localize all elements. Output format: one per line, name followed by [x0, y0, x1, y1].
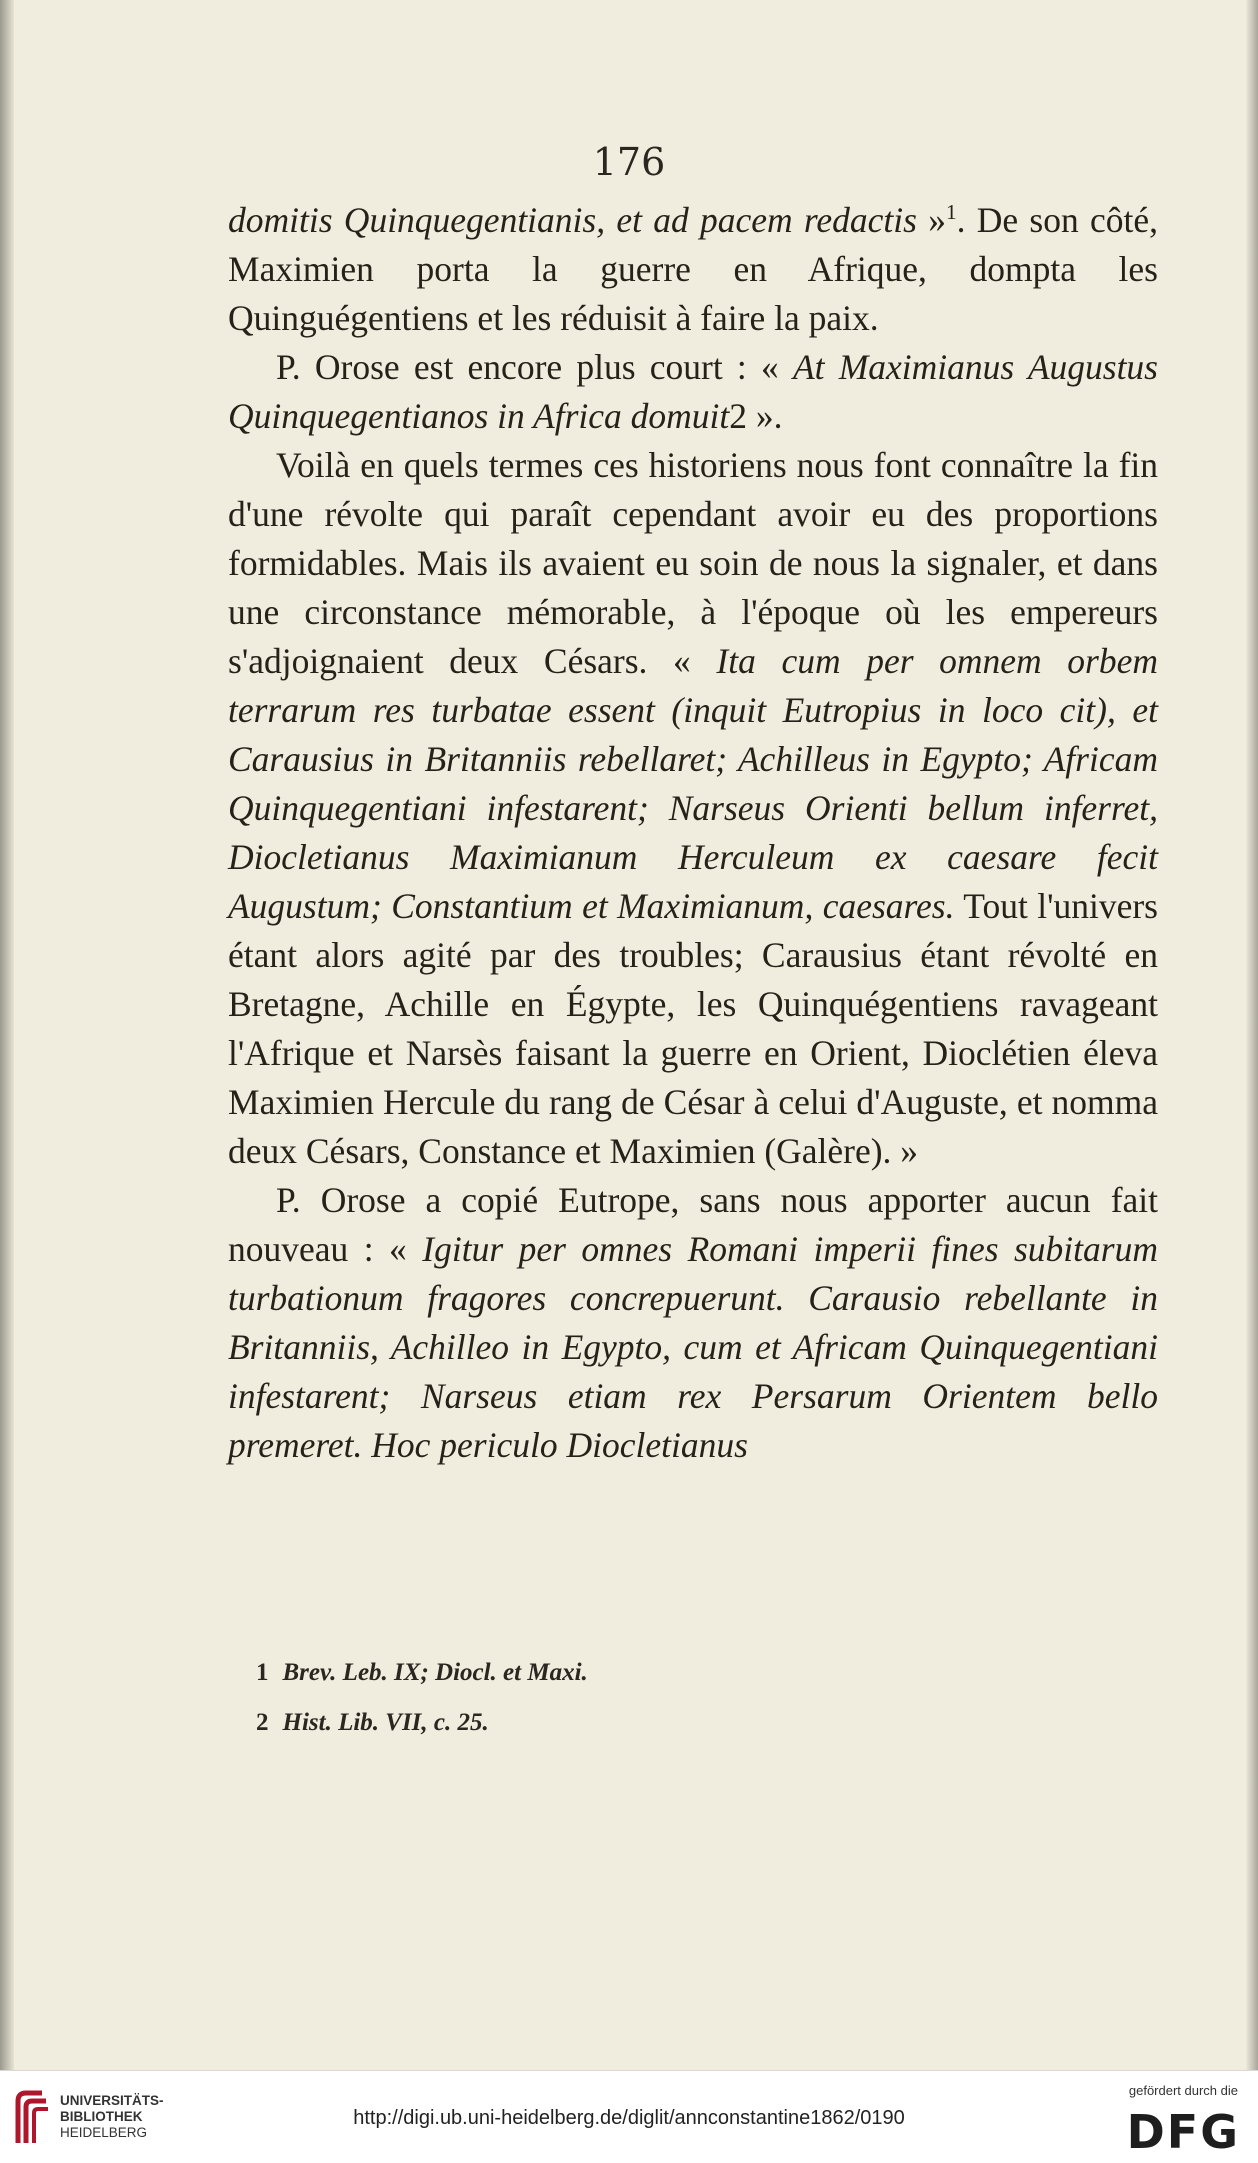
paragraph-3 [228, 441, 1158, 1176]
permalink-url[interactable]: http://digi.ub.uni-heidelberg.de/diglit/annconstantine1862/0190 [353, 2107, 905, 2129]
page-number: 176 [592, 140, 666, 184]
italic-run: domitis Quinquegentianis, et ad pacem redactis [228, 200, 917, 240]
text-run: 1 [945, 200, 957, 225]
text-run: 2 [729, 396, 747, 436]
italic-run: Igitur per omnes Romani imperii fines subitarum turbationum fragores concrepuerunt. Carausio rebellante in Britanniis, Achilleo in Egypto, cum et Africam Quinquegentiani infestarent; Narseus etiam rex Persarum Orientem bello premeret. Hoc periculo Diocletianus [228, 1229, 1158, 1465]
paragraph-4 [228, 1176, 1158, 1470]
text-run: » [916, 200, 946, 240]
paragraph-2 [228, 343, 1158, 441]
italic-run: At Maximianus Augustus Quinquegentianos in Africa domuit [228, 347, 1158, 436]
library-name-line: BIBLIOTHEK [60, 2109, 143, 2124]
library-name-line: UNIVERSITÄTS- [60, 2093, 164, 2108]
text-run: P. Orose a copié Eutrope, sans nous apporter aucun fait nouveau : « [228, 1180, 1158, 1269]
text-run: Tout l'univers étant alors agité par des troubles; Carausius étant révolté en Bretagne, Achille en Égypte, les Quinquégentiens ravageant l'Afrique et Narsès faisant la guerre en Orient, Dioclétien éleva Maximien Hercule du rang de César à celui d'Auguste, et nomma deux Césars, Constance et Maximien (Galère). » [228, 886, 1158, 1171]
body-text [228, 196, 1158, 1470]
funded-by-label: gefördert durch die [1128, 2083, 1238, 2098]
footnote-text: Brev. Leb. IX; Diocl. et Maxi. [282, 1659, 588, 1686]
text-run: ». [747, 396, 783, 436]
footer-bar [0, 2070, 1258, 2163]
footnote-2 [256, 1709, 489, 1737]
text-run: Voilà en quels termes ces historiens nous font connaître la fin d'une révolte qui paraît cependant avoir eu des proportions formidables. Mais ils avaient eu soin de nous la signaler, et dans une circonstance mémorable, à l'époque où les empereurs s'adjoignaient deux Césars. « [228, 445, 1158, 681]
dfg-logo: DFG [1126, 2105, 1240, 2159]
footnote-number: 2 [256, 1709, 269, 1736]
footnote-number: 1 [256, 1659, 269, 1686]
footnote-1 [256, 1659, 588, 1687]
text-run: . De son côté, Maximien porta la guerre en Afrique, dompta les Quinguégentiens et les réduisit à faire la paix. [228, 200, 1159, 338]
text-run: P. Orose est encore plus court : « [276, 347, 793, 387]
italic-run: Ita cum per omnem orbem terrarum res turbatae essent (inquit Eutropius in loco cit), et Carausius in Britanniis rebellaret; Achilleus in Egypto; Africam Quinquegentiani infestarent; Narseus Orienti bellum inferret, Diocletianus Maximianum Herculeum ex caesare fecit Augustum; Constantium et Maximianum, caesares. [228, 641, 1158, 926]
paragraph-1 [228, 196, 1158, 343]
footnote-text: Hist. Lib. VII, c. 25. [282, 1709, 489, 1736]
library-name-line: HEIDELBERG [60, 2125, 148, 2140]
